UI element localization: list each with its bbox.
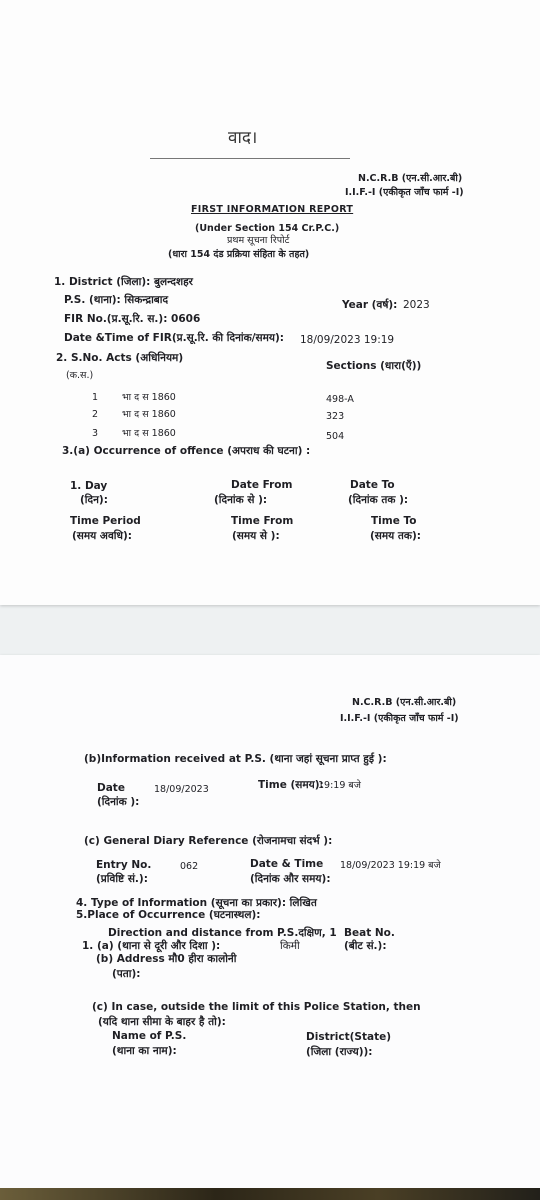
ncrb-label: N.C.R.B (एन.सी.आर.बी) bbox=[352, 697, 457, 708]
gd-datetime-label: Date & Time bbox=[250, 858, 324, 870]
date-from-label: Date From bbox=[231, 479, 293, 491]
time-from-label: Time From bbox=[231, 515, 294, 527]
item-1a: 1. (a) (थाना से दूरी और दिशा ): bbox=[82, 940, 221, 952]
act-row-section: 323 bbox=[326, 411, 345, 422]
act-row-act: भा द स 1860 bbox=[122, 392, 176, 403]
time-from-hindi: (समय से ): bbox=[232, 530, 280, 542]
header-divider bbox=[150, 158, 350, 159]
acts-header: 2. S.No. Acts (अधिनियम) bbox=[56, 352, 184, 364]
ncrb-label: N.C.R.B (एन.सी.आर.बी) bbox=[358, 173, 463, 184]
time-period-hindi: (समय अवधि): bbox=[72, 530, 132, 542]
year-label: Year (वर्ष): bbox=[342, 299, 398, 311]
type-of-information: 4. Type of Information (सूचना का प्रकार): लिखित bbox=[76, 897, 317, 909]
act-row-no: 3 bbox=[92, 428, 99, 439]
sno-hindi: (क.स.) bbox=[66, 370, 94, 381]
name-of-ps-label: Name of P.S. bbox=[112, 1030, 187, 1042]
info-received-heading: (b)Information received at P.S. (थाना जहां सूचना प्राप्त हुई ): bbox=[84, 753, 387, 765]
date-from-hindi: (दिनांक से ): bbox=[214, 494, 268, 506]
handwritten-note: वाद। bbox=[228, 128, 258, 148]
sections-header: Sections (धारा(एँ)) bbox=[326, 360, 422, 372]
time-value: 19:19 बजे bbox=[318, 780, 361, 791]
day-hindi: (दिन): bbox=[80, 494, 108, 506]
fir-datetime-label: Date &Time of FIR(प्र.सू.रि. की दिनांक/समय): bbox=[64, 332, 284, 344]
hindi-section: (धारा 154 दंड प्रक्रिया संहिता के तहत) bbox=[168, 249, 310, 260]
district-state-label: District(State) bbox=[306, 1031, 392, 1043]
time-period-label: Time Period bbox=[70, 515, 141, 527]
entry-no-hindi: (प्रविष्टि सं.): bbox=[96, 873, 148, 885]
under-section: (Under Section 154 Cr.P.C.) bbox=[195, 223, 340, 234]
iif-label: I.I.F.-I (एकीकृत जाँच फार्म -I) bbox=[345, 187, 464, 198]
photo-bottom-edge bbox=[0, 1188, 540, 1200]
beat-no-hindi: (बीट सं.): bbox=[344, 940, 387, 952]
address-field: (b) Address मौ0 हीरा कालोनी bbox=[96, 953, 237, 965]
fir-datetime-value: 18/09/2023 19:19 bbox=[300, 334, 395, 346]
district-state-hindi: (जिला (राज्य)): bbox=[306, 1046, 373, 1058]
report-title: FIRST INFORMATION REPORT bbox=[191, 204, 354, 215]
date-to-hindi: (दिनांक तक ): bbox=[348, 494, 409, 506]
address-hindi: (पता): bbox=[112, 968, 141, 980]
time-label: Time (समय): bbox=[258, 779, 324, 791]
fir-number: FIR No.(प्र.सू.रि. स.): 0606 bbox=[64, 313, 201, 325]
gd-reference-heading: (c) General Diary Reference (रोजनामचा संदर्भ ): bbox=[84, 835, 333, 847]
fir-page-2 bbox=[0, 655, 540, 1200]
hindi-title: प्रथम सूचना रिपोर्ट bbox=[227, 235, 290, 246]
act-row-act: भा द स 1860 bbox=[122, 409, 176, 420]
outside-limit-heading: (c) In case, outside the limit of this Police Station, then bbox=[92, 1001, 421, 1013]
place-of-occurrence: 5.Place of Occurrence (घटनास्थल): bbox=[76, 909, 261, 921]
district-field: 1. District (जिला): बुलन्दशहर bbox=[54, 276, 193, 288]
occurrence-heading: 3.(a) Occurrence of offence (अपराध की घटना) : bbox=[62, 445, 311, 457]
date-hindi: (दिनांक ): bbox=[97, 796, 140, 808]
kimi-text: किमी bbox=[280, 940, 300, 952]
act-row-section: 498-A bbox=[326, 394, 354, 405]
day-label: 1. Day bbox=[70, 480, 108, 492]
iif-label: I.I.F.-I (एकीकृत जाँच फार्म -I) bbox=[340, 713, 459, 724]
date-label: Date bbox=[97, 782, 125, 794]
year-value: 2023 bbox=[403, 299, 430, 311]
direction-distance: Direction and distance from P.S.दक्षिण, 1 bbox=[108, 927, 337, 939]
outside-limit-hindi: (यदि थाना सीमा के बाहर है तो): bbox=[98, 1016, 226, 1028]
act-row-no: 2 bbox=[92, 409, 99, 420]
entry-no-value: 062 bbox=[180, 861, 199, 872]
date-to-label: Date To bbox=[350, 479, 395, 491]
time-to-hindi: (समय तक): bbox=[370, 530, 421, 542]
act-row-act: भा द स 1860 bbox=[122, 428, 176, 439]
gd-datetime-hindi: (दिनांक और समय): bbox=[250, 873, 331, 885]
act-row-section: 504 bbox=[326, 431, 345, 442]
time-to-label: Time To bbox=[371, 515, 417, 527]
act-row-no: 1 bbox=[92, 392, 99, 403]
gd-datetime-value: 18/09/2023 19:19 बजे bbox=[340, 860, 441, 871]
beat-no-label: Beat No. bbox=[344, 927, 395, 939]
date-value: 18/09/2023 bbox=[154, 784, 209, 795]
name-of-ps-hindi: (थाना का नाम): bbox=[112, 1045, 177, 1057]
ps-field: P.S. (थाना): सिकन्द्राबाद bbox=[64, 294, 169, 306]
entry-no-label: Entry No. bbox=[96, 859, 152, 871]
